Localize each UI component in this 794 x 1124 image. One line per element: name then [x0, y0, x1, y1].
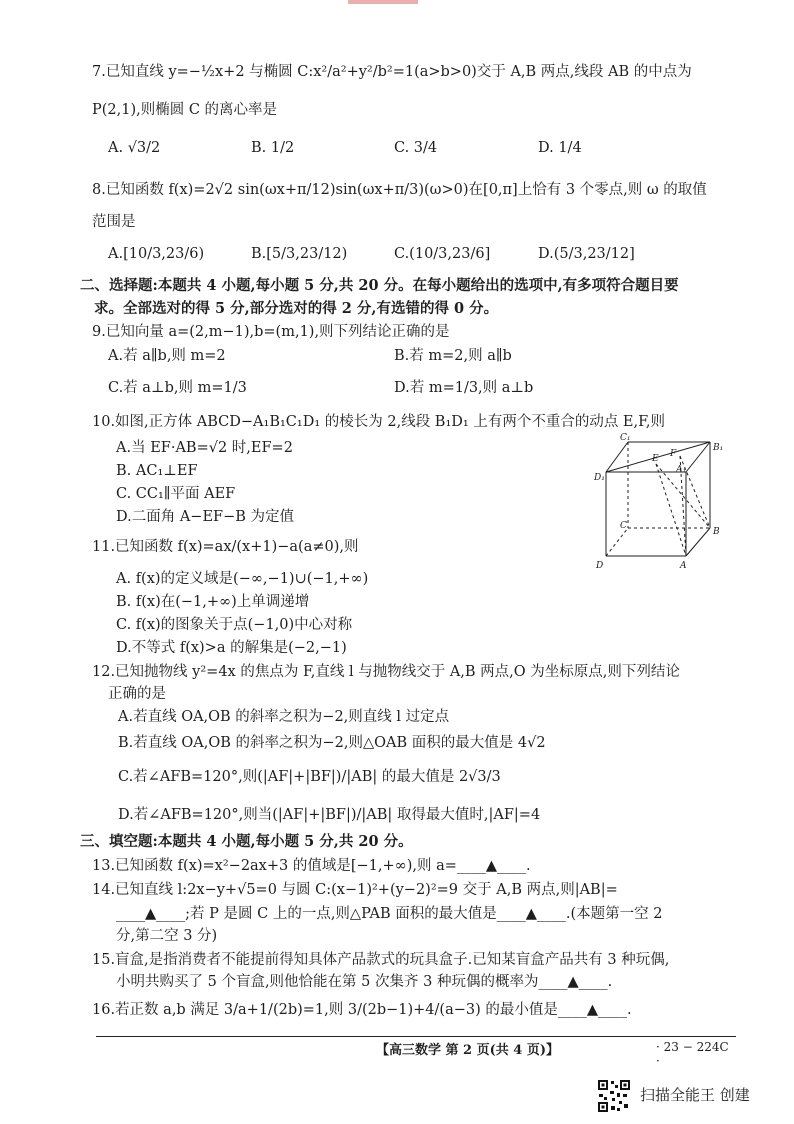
q8-line1: 8.已知函数 f(x)=2√2 sin(ωx+π/12)sin(ωx+π/3)(ω>0)在[0,π]上恰有 3 个零点,则 ω 的取值 [92, 182, 707, 198]
figure-label-d1: D₁ [594, 473, 605, 483]
cube-figure [594, 432, 734, 572]
q12-option-a: A.若直线 OA,OB 的斜率之积为−2,则直线 l 过定点 [118, 709, 450, 725]
figure-label-b: B [713, 527, 720, 537]
q13: 13.已知函数 f(x)=x²−2ax+3 的值域是[−1,+∞),则 a=____▲____. [92, 858, 531, 874]
figure-label-b1: B₁ [713, 443, 724, 453]
q7-option-c: C. 3/4 [394, 140, 438, 156]
q14-line3: 分,第二空 3 分) [116, 928, 218, 944]
footer-divider [96, 1036, 736, 1037]
q7-line2: P(2,1),则椭圆 C 的离心率是 [92, 102, 278, 118]
figure-label-c1: C₁ [620, 433, 631, 443]
scanner-watermark: 扫描全能王 创建 [640, 1086, 750, 1104]
figure-label-c: C [620, 521, 627, 531]
figure-label-f: F [670, 449, 677, 459]
figure-label-e: E [652, 454, 659, 464]
q7-line1: 7.已知直线 y=−½x+2 与椭圆 C:x²/a²+y²/b²=1(a>b>0)交于 A,B 两点,线段 AB 的中点为 [92, 64, 692, 80]
q11-option-c: C. f(x)的图象关于点(−1,0)中心对称 [116, 617, 353, 633]
q12-option-b: B.若直线 OA,OB 的斜率之积为−2,则△OAB 面积的最大值是 4√2 [118, 735, 546, 751]
q11-stem: 11.已知函数 f(x)=ax/(x+1)−a(a≠0),则 [92, 539, 359, 555]
q8-option-c: C.(10/3,23/6] [394, 246, 491, 262]
q14-line1: 14.已知直线 l:2x−y+√5=0 与圆 C:(x−1)²+(y−2)²=9 交于 A,B 两点,则|AB|= [92, 882, 618, 898]
q12-line1: 12.已知抛物线 y²=4x 的焦点为 F,直线 l 与抛物线交于 A,B 两点,O 为坐标原点,则下列结论 [92, 664, 680, 680]
q12-line2: 正确的是 [108, 686, 166, 702]
q12-option-d: D.若∠AFB=120°,则当(|AF|+|BF|)/|AB| 取得最大值时,|AF|=4 [118, 807, 541, 823]
q10-option-c: C. CC₁∥平面 AEF [116, 486, 236, 502]
q8-line2: 范围是 [92, 214, 136, 230]
q10-option-a: A.当 EF·AB=√2 时,EF=2 [116, 440, 293, 456]
q10-option-b: B. AC₁⊥EF [116, 463, 198, 479]
q14-line2: ____▲____;若 P 是圆 C 上的一点,则△PAB 面积的最大值是____▲____.(本题第一空 2 [116, 906, 663, 922]
section2-heading-line1: 二、选择题:本题共 4 小题,每小题 5 分,共 20 分。在每小题给出的选项中,有多项符合题目要 [80, 277, 679, 294]
top-edge-mark [348, 0, 418, 4]
q7-option-b: B. 1/2 [251, 140, 295, 156]
footer-code: · 23 − 224C · [656, 1040, 729, 1068]
footer-page-label: 【高三数学 第 2 页(共 4 页)】 [376, 1043, 560, 1058]
q8-option-b: B.[5/3,23/12) [251, 246, 348, 262]
q15-line1: 15.盲盒,是指消费者不能提前得知具体产品款式的玩具盒子.已知某盲盒产品共有 3 种玩偶, [92, 952, 670, 968]
q11-option-b: B. f(x)在(−1,+∞)上单调递增 [116, 594, 310, 610]
q9-option-d: D.若 m=1/3,则 a⊥b [394, 380, 534, 396]
q7-option-d: D. 1/4 [538, 140, 582, 156]
q9-option-c: C.若 a⊥b,则 m=1/3 [108, 380, 247, 396]
q9-stem: 9.已知向量 a=(2,m−1),b=(m,1),则下列结论正确的是 [92, 324, 450, 340]
q11-option-a: A. f(x)的定义域是(−∞,−1)∪(−1,+∞) [116, 571, 369, 587]
q8-option-d: D.(5/3,23/12] [538, 246, 635, 262]
q9-option-b: B.若 m=2,则 a∥b [394, 348, 512, 364]
q8-option-a: A.[10/3,23/6) [108, 246, 205, 262]
qr-code-icon [597, 1079, 631, 1113]
q10-option-d: D.二面角 A−EF−B 为定值 [116, 509, 295, 525]
page-footer [96, 1039, 736, 1068]
figure-label-a1: A₁ [676, 465, 687, 475]
q12-option-c: C.若∠AFB=120°,则(|AF|+|BF|)/|AB| 的最大值是 2√3/3 [118, 769, 501, 785]
section3-heading: 三、填空题:本题共 4 小题,每小题 5 分,共 20 分。 [80, 833, 413, 850]
q7-option-a: A. √3/2 [108, 140, 161, 156]
q9-option-a: A.若 a∥b,则 m=2 [108, 348, 226, 364]
q15-line2: 小明共购买了 5 个盲盒,则他恰能在第 5 次集齐 3 种玩偶的概率为____▲____. [116, 974, 613, 990]
q16: 16.若正数 a,b 满足 3/a+1/(2b)=1,则 3/(2b−1)+4/(a−3) 的最小值是____▲____. [92, 1002, 632, 1018]
figure-label-a: A [680, 561, 687, 571]
section2-heading-line2: 求。全部选对的得 5 分,部分选对的得 2 分,有选错的得 0 分。 [94, 300, 499, 317]
figure-label-d: D [596, 561, 604, 571]
q10-stem: 10.如图,正方体 ABCD−A₁B₁C₁D₁ 的棱长为 2,线段 B₁D₁ 上有两个不重合的动点 E,F,则 [92, 414, 666, 430]
q11-option-d: D.不等式 f(x)>a 的解集是(−2,−1) [116, 640, 347, 656]
